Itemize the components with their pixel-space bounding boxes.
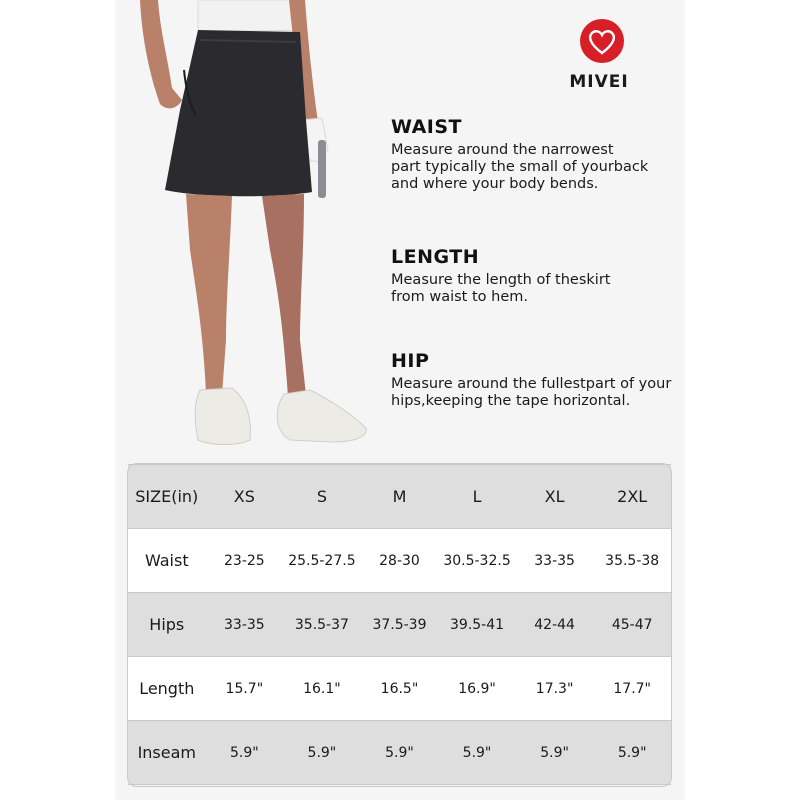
length-description: Measure the length of theskirt from waist to hem. (391, 272, 611, 305)
table-cell: 35.5-38 (593, 529, 671, 593)
table-cell: 30.5-32.5 (438, 529, 516, 593)
length-title: LENGTH (391, 246, 480, 268)
header-cell: XL (516, 465, 594, 529)
table-cell: 42-44 (516, 593, 594, 657)
waist-description: Measure around the narrowest part typically the small of yourback and where your body bends. (391, 142, 649, 192)
header-cell: XS (206, 465, 284, 529)
left-leg (186, 194, 232, 395)
table-cell: 5.9" (516, 721, 594, 785)
table-row (128, 593, 671, 657)
header-cell: S (283, 465, 361, 529)
table-cell: 5.9" (283, 721, 361, 785)
header-cell: SIZE(in) (128, 465, 206, 529)
right-shoe (277, 390, 366, 442)
table-cell: 35.5-37 (283, 593, 361, 657)
table-cell: 5.9" (361, 721, 439, 785)
brand-logo (569, 18, 631, 92)
table-row (128, 721, 671, 785)
table-cell: 33-35 (206, 593, 284, 657)
header-cell: M (361, 465, 439, 529)
table-cell: 5.9" (593, 721, 671, 785)
table-cell: 15.7" (206, 657, 284, 721)
row-label: Waist (128, 529, 206, 593)
table-cell: 39.5-41 (438, 593, 516, 657)
table-cell: 45-47 (593, 593, 671, 657)
size-chart-table (128, 464, 671, 785)
hip-description: Measure around the fullestpart of your hips,keeping the tape horizontal. (391, 376, 672, 409)
table-cell: 17.7" (593, 657, 671, 721)
table-cell: 16.1" (283, 657, 361, 721)
hip-title: HIP (391, 350, 430, 372)
row-label: Inseam (128, 721, 206, 785)
header-cell: 2XL (593, 465, 671, 529)
row-label: Hips (128, 593, 206, 657)
brand-name: MIVEI (569, 72, 629, 92)
table-cell: 25.5-27.5 (283, 529, 361, 593)
length-section (391, 246, 681, 306)
left-arm (140, 0, 182, 108)
skirt (165, 30, 312, 196)
table-cell: 23-25 (206, 529, 284, 593)
row-label: Length (128, 657, 206, 721)
table-cell: 16.5" (361, 657, 439, 721)
waist-section (391, 116, 681, 193)
table-cell: 28-30 (361, 529, 439, 593)
table-cell: 5.9" (438, 721, 516, 785)
white-top (198, 0, 303, 32)
heart-logo-icon (576, 18, 628, 64)
table-header-row (128, 465, 671, 529)
right-leg (262, 194, 306, 397)
golf-club (318, 140, 326, 198)
table-cell: 17.3" (516, 657, 594, 721)
table-cell: 5.9" (206, 721, 284, 785)
table-cell: 37.5-39 (361, 593, 439, 657)
left-shoe (195, 388, 250, 445)
hip-section (391, 350, 681, 410)
table-cell: 33-35 (516, 529, 594, 593)
header-cell: L (438, 465, 516, 529)
table-cell: 16.9" (438, 657, 516, 721)
table-row (128, 657, 671, 721)
table-row (128, 529, 671, 593)
waist-title: WAIST (391, 116, 463, 138)
